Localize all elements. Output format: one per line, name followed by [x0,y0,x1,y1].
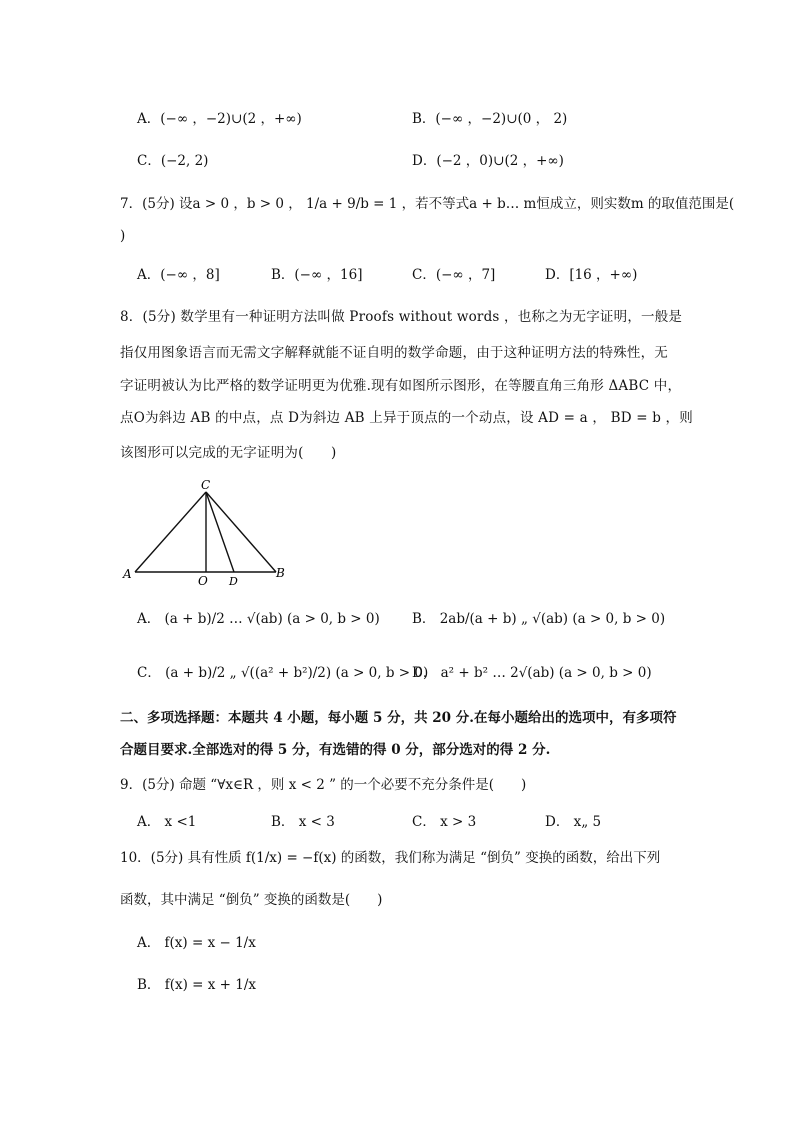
q10-option-a: A． f(x) = x − 1/x [137,935,256,951]
q8-stem-line1: 8．(5分) 数学里有一种证明方法叫做 Proofs without words ，也称之为无字证明，一般是 [120,309,683,325]
q8-option-d: D． a² + b² … 2√(ab) (a > 0, b > 0) [412,665,652,681]
q8-stem-line2: 指仅用图象语言而无需文字解释就能不证自明的数学命题，由于这种证明方法的特殊性，无 [120,345,668,361]
q8-stem-line3: 字证明被认为比严格的数学证明更为优雅.现有如图所示图形，在等腰直角三角形 ΔABC 中， [120,378,682,394]
label-c: C [201,478,211,492]
label-b: B [276,566,285,580]
q10-stem-line2: 函数，其中满足 “倒负” 变换的函数是( ) [120,892,383,908]
q10-option-b: B． f(x) = x + 1/x [137,977,257,993]
q6-option-b: B．(−∞ ，−2)∪(0 ， 2) [412,111,568,127]
q7-option-c: C．(−∞ ，7] [412,267,496,283]
q6-option-d: D．(−2 ，0)∪(2 ，+∞) [412,153,564,169]
label-d: D [229,575,238,588]
q7-option-b: B．(−∞ ，16] [271,267,363,283]
q9-option-d: D． x„ 5 [545,814,602,830]
q7-stem-line2: ) [120,228,126,244]
q6-option-a: A．(−∞ ，−2)∪(2 ，+∞) [137,111,302,127]
q8-option-b: B． 2ab/(a + b) „ √(ab) (a > 0, b > 0) [412,611,666,627]
q8-option-c: C． (a + b)/2 „ √((a² + b²)/2) (a > 0, b > 0) [137,665,429,681]
side-ca [135,492,206,572]
q7-stem-line1: 7．(5分) 设a > 0 ，b > 0 ， 1/a + 9/b = 1 ，若不等式a + b… m恒成立，则实数m 的取值范围是( [120,196,735,212]
side-cb [206,492,276,572]
q7-option-a: A．(−∞ ，8] [137,267,220,283]
q10-stem-line1: 10．(5分) 具有性质 f(1/x) = −f(x) 的函数，我们称为满足 “倒负” 变换的函数，给出下列 [120,850,661,866]
label-a: A [123,567,132,581]
segment-cd [206,492,234,572]
q9-option-c: C． x > 3 [412,814,477,830]
q9-stem: 9．(5分) 命题 “∀x∈R ，则 x < 2 ” 的一个必要不充分条件是( ) [120,777,527,793]
triangle-figure [118,478,298,590]
q8-stem-line5: 该图形可以完成的无字证明为( ) [120,445,337,461]
q9-option-b: B． x < 3 [271,814,335,830]
label-o: O [198,574,208,588]
q7-option-d: D．[16 ，+∞) [545,267,638,283]
section-2-heading-line2: 合题目要求.全部选对的得 5 分，有选错的得 0 分，部分选对的得 2 分. [120,742,551,758]
q8-stem-line4: 点O为斜边 AB 的中点，点 D为斜边 AB 上异于顶点的一个动点，设 AD = a ， BD = b ，则 [120,410,693,426]
q8-option-a: A． (a + b)/2 … √(ab) (a > 0, b > 0) [137,611,380,627]
q9-option-a: A． x <1 [137,814,197,830]
q6-option-c: C．(−2, 2) [137,153,209,169]
section-2-heading-line1: 二、多项选择题：本题共 4 小题，每小题 5 分，共 20 分.在每小题给出的选项中，有多项符 [120,710,677,726]
